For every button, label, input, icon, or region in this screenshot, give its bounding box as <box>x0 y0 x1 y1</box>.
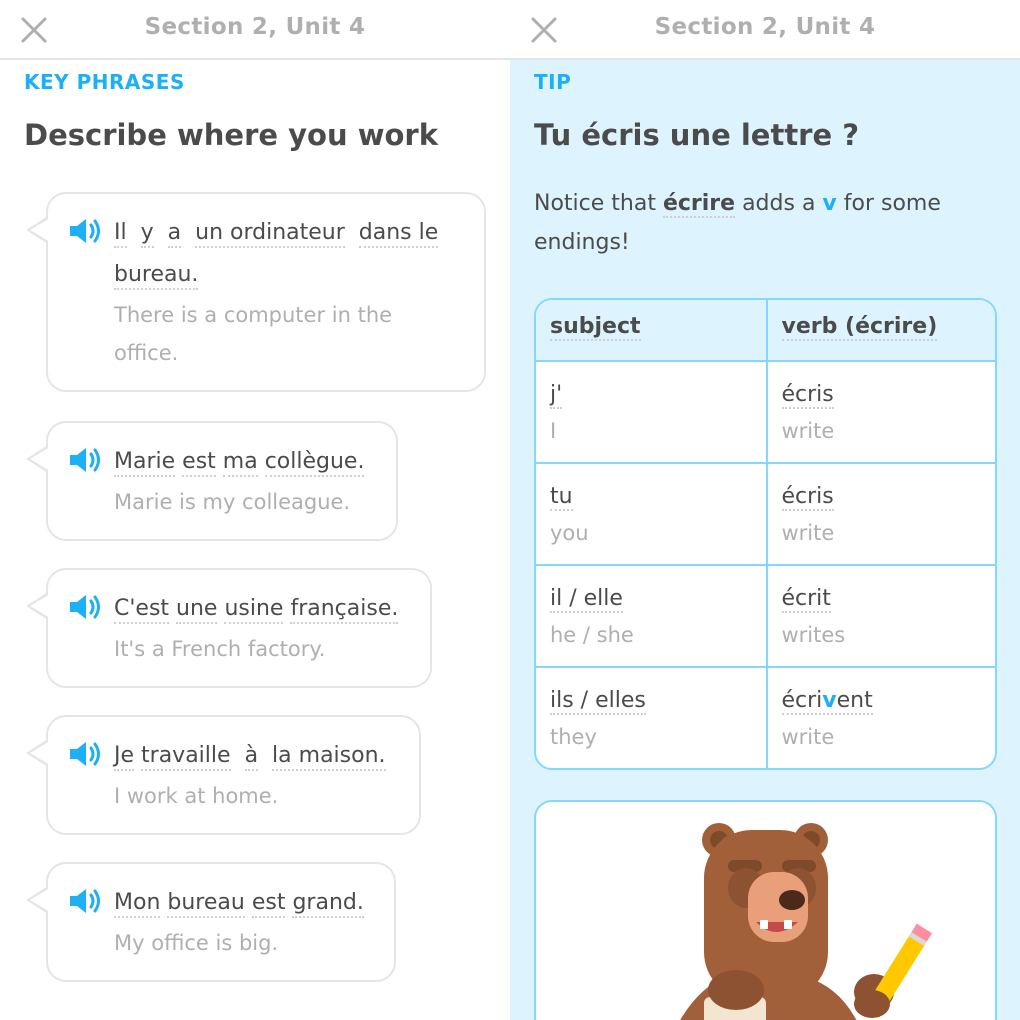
tip-body <box>534 184 984 262</box>
word-token[interactable]: Marie <box>114 449 175 477</box>
phrase-translation: Marie is my colleague. <box>114 490 351 514</box>
verb-part: ent <box>836 688 873 713</box>
subject-english: I <box>550 419 557 443</box>
tip-highlight-letter: v <box>822 191 837 216</box>
verb-part: écris <box>781 484 834 509</box>
subject-french[interactable]: tu <box>550 484 573 509</box>
word-token[interactable]: Il <box>114 220 127 248</box>
section-title: Section 2, Unit 4 <box>144 14 366 40</box>
page-title: Describe where you work <box>24 118 439 152</box>
phrase-french <box>114 212 458 296</box>
word-token[interactable]: un ordinateur <box>195 220 345 248</box>
table-row <box>536 564 995 666</box>
word-token[interactable]: ma <box>223 449 258 477</box>
table-row <box>536 462 995 564</box>
word-token[interactable]: est <box>252 890 286 918</box>
verb-english: write <box>781 725 835 749</box>
word-token[interactable]: grand. <box>292 890 363 918</box>
verb-french[interactable] <box>782 688 873 715</box>
header-verb[interactable]: verb (écrire) <box>781 314 938 339</box>
subject-cell <box>536 464 766 564</box>
subject-english: he / she <box>550 623 634 647</box>
phrase-bubble <box>46 192 486 392</box>
tip-text-part: for some endings! <box>534 191 941 255</box>
subject-cell <box>536 566 766 666</box>
header-subject[interactable]: subject <box>550 314 641 339</box>
verb-cell <box>766 566 996 666</box>
speaker-icon[interactable] <box>68 216 104 246</box>
phrase-bubble <box>46 421 398 541</box>
verb-cell <box>766 464 996 564</box>
verb-cell <box>766 668 996 768</box>
table-header-row <box>536 300 995 360</box>
verb-part: écri <box>781 688 823 713</box>
phrase-bubble <box>46 862 396 982</box>
top-bar-right <box>510 0 1020 60</box>
phrase-translation: It's a French factory. <box>114 637 326 661</box>
subject-french[interactable]: j' <box>550 382 563 407</box>
conjugation-table <box>534 298 997 770</box>
tip-text-part: adds a <box>735 191 823 216</box>
subject-english: you <box>550 521 589 545</box>
tip-pane <box>510 0 1020 1020</box>
section-title: Section 2, Unit 4 <box>654 14 876 40</box>
phrase-french <box>114 882 368 924</box>
subject-cell <box>536 362 766 462</box>
verb-english: write <box>781 521 835 545</box>
table-row <box>536 666 995 768</box>
speaker-icon[interactable] <box>68 592 104 622</box>
phrase-french <box>114 735 393 777</box>
illustration-card <box>534 800 997 1020</box>
verb-cell <box>766 362 996 462</box>
word-token[interactable]: a <box>168 220 181 248</box>
verb-highlight: v <box>822 688 837 713</box>
subject-french[interactable]: il / elle <box>550 586 623 611</box>
word-token[interactable]: Mon <box>114 890 160 918</box>
speaker-icon[interactable] <box>68 739 104 769</box>
word-token[interactable]: travaille <box>141 743 231 771</box>
speaker-icon[interactable] <box>68 886 104 916</box>
top-bar-left <box>0 0 510 60</box>
phrase-translation: My office is big. <box>114 931 279 955</box>
word-token[interactable]: usine <box>224 596 283 624</box>
word-token[interactable]: C'est <box>114 596 169 624</box>
word-token[interactable]: une <box>176 596 217 624</box>
tip-label: TIP <box>534 70 572 94</box>
phrase-bubble <box>46 715 421 835</box>
word-token[interactable]: à <box>245 743 258 771</box>
table-header-cell <box>536 300 766 360</box>
subject-cell <box>536 668 766 768</box>
table-header-cell <box>766 300 996 360</box>
tip-title: Tu écris une lettre ? <box>534 118 860 152</box>
verb-part: écrit <box>781 586 831 611</box>
word-token[interactable]: française. <box>290 596 398 624</box>
verb-french[interactable] <box>782 382 834 409</box>
tip-text-part: Notice that <box>534 191 663 216</box>
table-row <box>536 360 995 462</box>
verb-french[interactable] <box>782 484 834 511</box>
phrase-bubble <box>46 568 432 688</box>
speaker-icon[interactable] <box>68 445 104 475</box>
phrase-translation: There is a computer in the office. <box>114 303 393 365</box>
word-token[interactable]: collègue. <box>265 449 365 477</box>
phrase-french <box>114 441 370 483</box>
word-token[interactable]: dans le <box>359 220 439 248</box>
word-token[interactable]: la maison. <box>272 743 385 771</box>
bear-illustration <box>536 802 997 1020</box>
verb-english: write <box>781 419 835 443</box>
phrase-french <box>114 588 404 630</box>
key-phrases-label: KEY PHRASES <box>24 70 185 94</box>
word-token[interactable]: bureau. <box>114 262 198 290</box>
subject-english: they <box>550 725 597 749</box>
subject-french[interactable]: ils / elles <box>550 688 646 713</box>
verb-english: writes <box>781 623 846 647</box>
word-token[interactable]: est <box>182 449 216 477</box>
tip-verb[interactable]: écrire <box>662 191 736 216</box>
verb-french[interactable] <box>782 586 831 613</box>
word-token[interactable]: Je <box>114 743 134 771</box>
word-token[interactable]: y <box>141 220 154 248</box>
word-token[interactable]: bureau <box>167 890 244 918</box>
phrase-translation: I work at home. <box>114 784 279 808</box>
verb-part: écris <box>781 382 834 407</box>
